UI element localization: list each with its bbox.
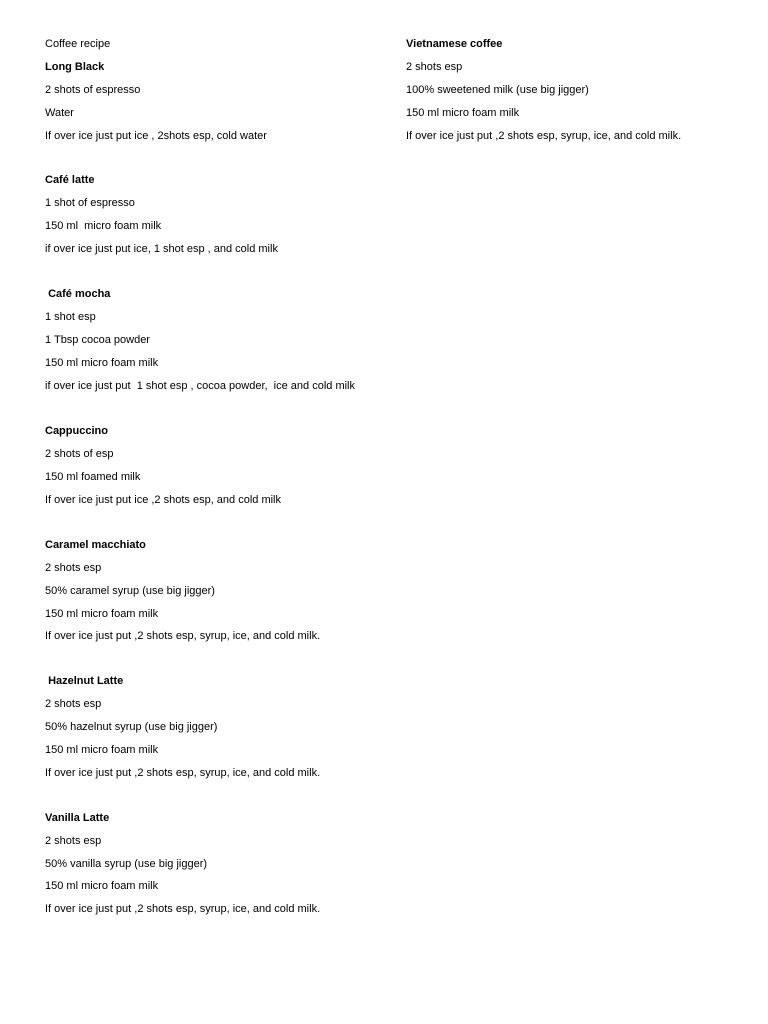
recipe-line: If over ice just put ,2 shots esp, syrup, ice, and cold milk. — [45, 903, 321, 916]
recipe-line: If over ice just put ,2 shots esp, syrup, ice, and cold milk. — [406, 129, 682, 142]
recipe-title-cafe-latte: Café latte — [45, 174, 95, 187]
document-title: Coffee recipe — [45, 38, 111, 50]
recipe-line: if over ice just put ice, 1 shot esp , and cold milk — [45, 243, 278, 256]
recipe-line: 150 ml micro foam milk — [45, 356, 159, 369]
right-column — [406, 37, 746, 151]
recipe-line: 2 shots of espresso — [45, 83, 141, 96]
recipe-title-cafe-mocha: Café mocha — [45, 288, 111, 301]
recipe-line: If over ice just put ice ,2 shots esp, and cold milk — [45, 493, 282, 506]
recipe-line: 1 Tbsp cocoa powder — [45, 333, 150, 346]
left-column — [45, 37, 365, 925]
recipe-line: 2 shots esp — [45, 698, 102, 711]
recipe-line: If over ice just put ,2 shots esp, syrup, ice, and cold milk. — [45, 766, 321, 779]
recipe-title-caramel-macchiato: Caramel macchiato — [45, 538, 146, 551]
recipe-line: 50% vanilla syrup (use big jigger) — [45, 857, 208, 870]
recipe-line: 150 ml micro foam milk — [45, 220, 162, 233]
recipe-title-vietnamese-coffee: Vietnamese coffee — [406, 38, 503, 50]
recipe-line: If over ice just put ,2 shots esp, syrup, ice, and cold milk. — [45, 630, 321, 643]
recipe-line: 150 ml micro foam milk — [45, 743, 159, 756]
recipe-line: 1 shot esp — [45, 310, 96, 323]
recipe-line: 150 ml micro foam milk — [45, 880, 159, 893]
recipe-line: 2 shots esp — [45, 834, 102, 847]
recipe-line: 100% sweetened milk (use big jigger) — [406, 83, 589, 96]
recipe-line: 50% hazelnut syrup (use big jigger) — [45, 721, 218, 734]
recipe-line: 1 shot of espresso — [45, 197, 135, 210]
recipe-line: 2 shots esp — [45, 561, 102, 574]
recipe-line: If over ice just put ice , 2shots esp, cold water — [45, 129, 267, 142]
recipe-line: Water — [45, 106, 74, 119]
recipe-line: 2 shots esp — [406, 60, 463, 73]
recipe-line: 50% caramel syrup (use big jigger) — [45, 584, 215, 597]
recipe-title-long-black: Long Black — [45, 60, 105, 73]
recipe-line: if over ice just put 1 shot esp , cocoa powder, ice and cold milk — [45, 379, 355, 392]
recipe-line: 150 ml foamed milk — [45, 471, 141, 484]
recipe-title-cappuccino: Cappuccino — [45, 425, 108, 438]
recipe-title-hazelnut-latte: Hazelnut Latte — [45, 675, 124, 688]
recipe-line: 2 shots of esp — [45, 448, 114, 461]
recipe-line: 150 ml micro foam milk — [406, 106, 520, 119]
recipe-title-vanilla-latte: Vanilla Latte — [45, 811, 110, 824]
recipe-line: 150 ml micro foam milk — [45, 607, 159, 620]
